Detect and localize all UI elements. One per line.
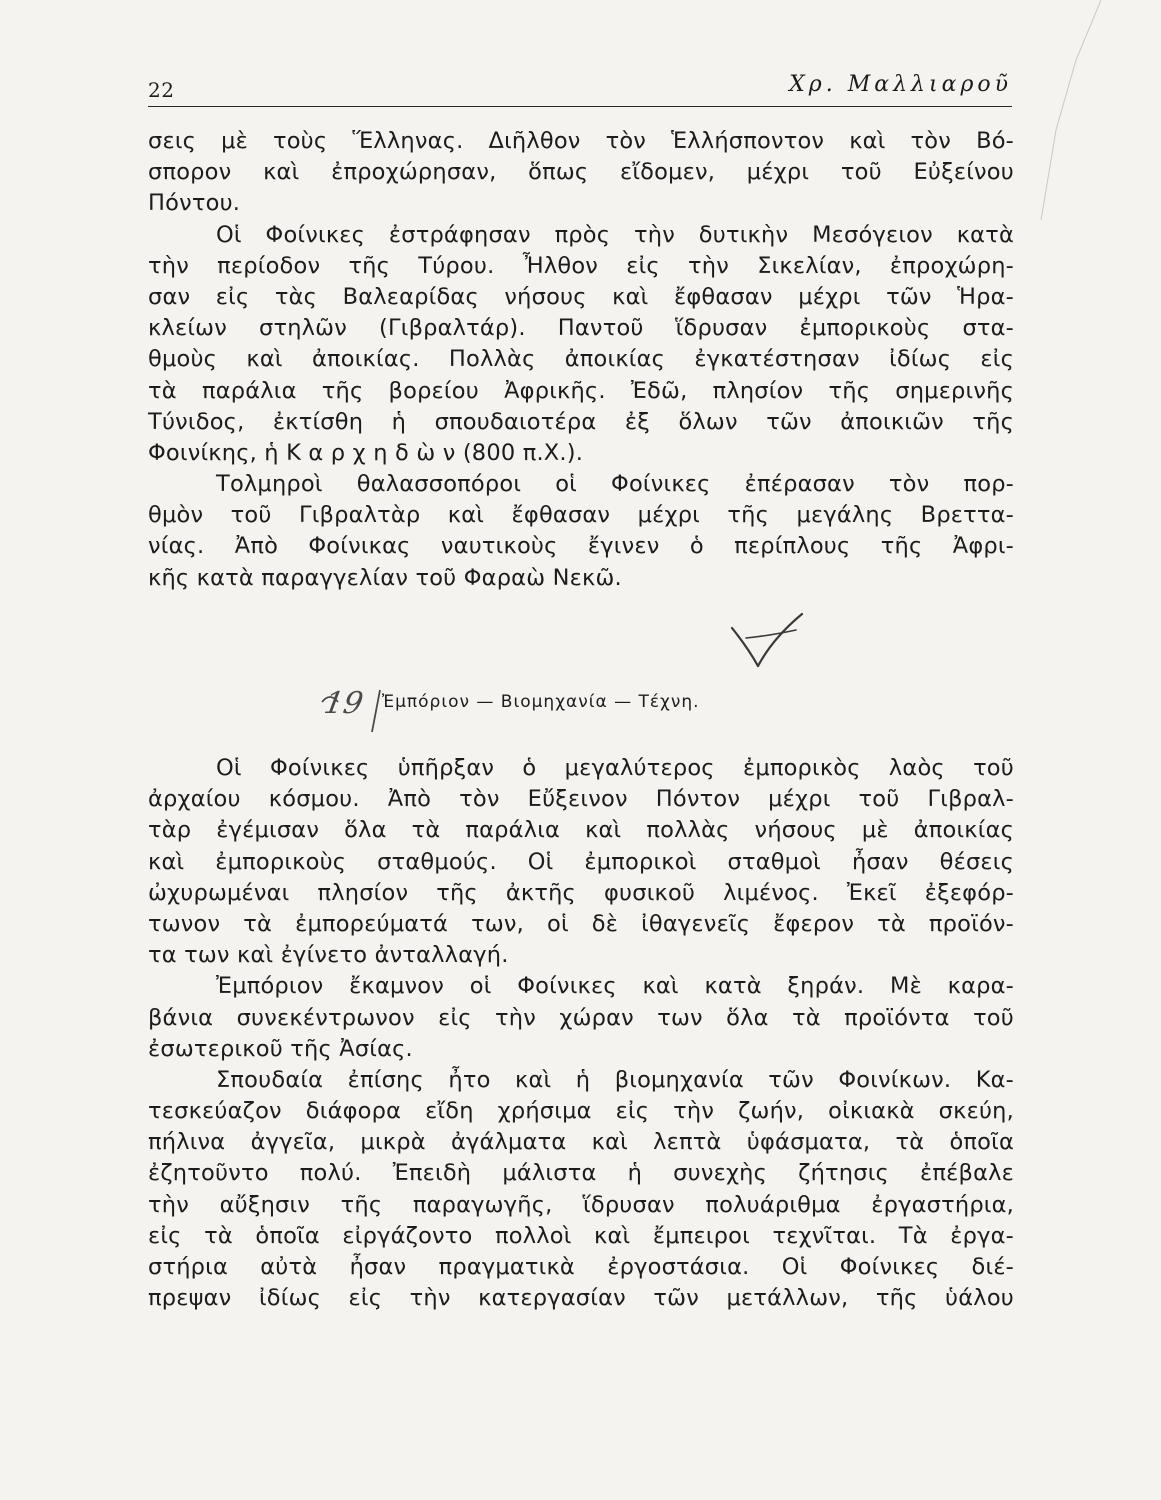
- text-line: Πόντου.: [148, 190, 241, 217]
- text-line: σεις μὲ τοὺς Ἕλληνας. Διῆλθον τὸν Ἑλλήσποντον καὶ τὸν Βό-: [148, 128, 1014, 154]
- text-line: τὴν περίοδον τῆς Τύρου. Ἦλθον εἰς τὴν Σικελίαν, ἐπροχώρη-: [148, 252, 1014, 279]
- page-number: 22: [148, 78, 175, 102]
- text-line: καὶ ἐμπορικοὺς σταθμούς. Οἱ ἐμπορικοὶ σταθμοὶ ἦσαν θέσεις: [148, 848, 1014, 875]
- section-title: Ἐμπόριον — Βιομηχανία — Τέχνη.: [382, 692, 700, 712]
- text-line: τωνον τὰ ἐμπορεύματά των, οἱ δὲ ἰθαγενεῖς ἔφερον τὰ προϊόν-: [148, 910, 1014, 937]
- text-line: Οἱ Φοίνικες ὑπῆρξαν ὁ μεγαλύτερος ἐμπορικὸς λαὸς τοῦ: [216, 755, 1014, 781]
- margin-note-stroke: [320, 688, 388, 734]
- text-line: Οἱ Φοίνικες ἐστράφησαν πρὸς τὴν δυτικὴν Μεσόγειον κατὰ: [216, 221, 1014, 248]
- text-line: τὰ παράλια τῆς βορείου Ἀφρικῆς. Ἐδῶ, πλησίον τῆς σημερινῆς: [148, 377, 1014, 404]
- text-line: σπορον καὶ ἐπροχώρησαν, ὅπως εἴδομεν, μέχρι τοῦ Εὐξείνου: [148, 159, 1014, 186]
- text-line: τα των καὶ ἐγίνετο ἀνταλλαγή.: [148, 942, 509, 969]
- text-line: τὰρ ἐγέμισαν ὅλα τὰ παράλια καὶ πολλὰς νήσους μὲ ἀποικίας: [148, 817, 1014, 844]
- text-line: πήλινα ἀγγεῖα, μικρὰ ἀγάλματα καὶ λεπτὰ ὑφάσματα, τὰ ὁποῖα: [148, 1129, 1014, 1156]
- text-line: θμοὺς καὶ ἀποικίας. Πολλὰς ἀποικίας ἐγκατέστησαν ἰδίως εἰς: [148, 346, 1014, 373]
- text-line: ἐζητοῦντο πολύ. Ἐπειδὴ μάλιστα ἡ συνεχὴς ζήτησις ἐπέβαλε: [148, 1160, 1014, 1187]
- section-1-text: [148, 126, 1014, 594]
- page-header: [148, 66, 1012, 107]
- text-line: βάνια συνεκέντρωνον εἰς τὴν χώραν των ὅλα τὰ προϊόντα τοῦ: [148, 1004, 1014, 1031]
- text-line: ὠχυρωμέναι πλησίον τῆς ἀκτῆς φυσικοῦ λιμένος. Ἐκεῖ ἐξεφόρ-: [148, 879, 1014, 906]
- pencil-check-mark: [728, 608, 808, 670]
- text-line: Φοινίκης, ἡ Κ α ρ χ η δ ὼ ν (800 π.Χ.).: [148, 439, 584, 466]
- text-line: ἀρχαίου κόσμου. Ἀπὸ τὸν Εὔξεινον Πόντον μέχρι τοῦ Γιβραλ-: [148, 786, 1014, 813]
- text-line: Ἐμπόριον ἔκαμνον οἱ Φοίνικες καὶ κατὰ ξηράν. Μὲ καρα-: [216, 973, 1014, 1000]
- section-heading: [320, 686, 880, 722]
- text-line: πρεψαν ἰδίως εἰς τὴν κατεργασίαν τῶν μετάλλων, τῆς ὑάλου: [148, 1285, 1014, 1312]
- running-head: Χρ. Μαλλιαροῦ: [789, 72, 1012, 97]
- text-line: Τύνιδος, ἐκτίσθη ἡ σπουδαιοτέρα ἐξ ὅλων τῶν ἀποικιῶν τῆς: [148, 408, 1014, 435]
- text-line: νίας. Ἀπὸ Φοίνικας ναυτικοὺς ἔγινεν ὁ περίπλους τῆς Ἀφρι-: [148, 533, 1014, 560]
- section-2-text: [148, 753, 1014, 1314]
- text-line: Τολμηροὶ θαλασσοπόροι οἱ Φοίνικες ἐπέρασαν τὸν πορ-: [216, 471, 1014, 498]
- text-line: ἐσωτερικοῦ τῆς Ἀσίας.: [148, 1035, 413, 1062]
- text-line: στήρια αὐτὰ ἦσαν πραγματικὰ ἐργοστάσια. Οἱ Φοίνικες διέ-: [148, 1254, 1014, 1280]
- text-line: θμὸν τοῦ Γιβραλτὰρ καὶ ἔφθασαν μέχρι τῆς μεγάλης Βρεττα-: [148, 502, 1014, 529]
- text-line: εἰς τὰ ὁποῖα εἰργάζοντο πολλοὶ καὶ ἔμπειροι τεχνῖται. Τὰ ἐργα-: [148, 1222, 1014, 1249]
- text-line: σαν εἰς τὰς Βαλεαρίδας νήσους καὶ ἔφθασαν μέχρι τῶν Ἡρα-: [148, 283, 1014, 310]
- text-line: κλείων στηλῶν (Γιβραλτάρ). Παντοῦ ἵδρυσαν ἐμπορικοὺς στα-: [148, 315, 1014, 342]
- text-line: τεσκεύαζον διάφορα εἴδη χρήσιμα εἰς τὴν ζωήν, οἰκιακὰ σκεύη,: [148, 1098, 1014, 1125]
- text-line: Σπουδαία ἐπίσης ἦτο καὶ ἡ βιομηχανία τῶν Φοινίκων. Κα-: [216, 1066, 1014, 1093]
- text-line: κῆς κατὰ παραγγελίαν τοῦ Φαραὼ Νεκῶ.: [148, 564, 622, 591]
- text-line: τὴν αὔξησιν τῆς παραγωγῆς, ἵδρυσαν πολυάριθμα ἐργαστήρια,: [148, 1191, 1014, 1218]
- margin-note: 19: [321, 686, 366, 721]
